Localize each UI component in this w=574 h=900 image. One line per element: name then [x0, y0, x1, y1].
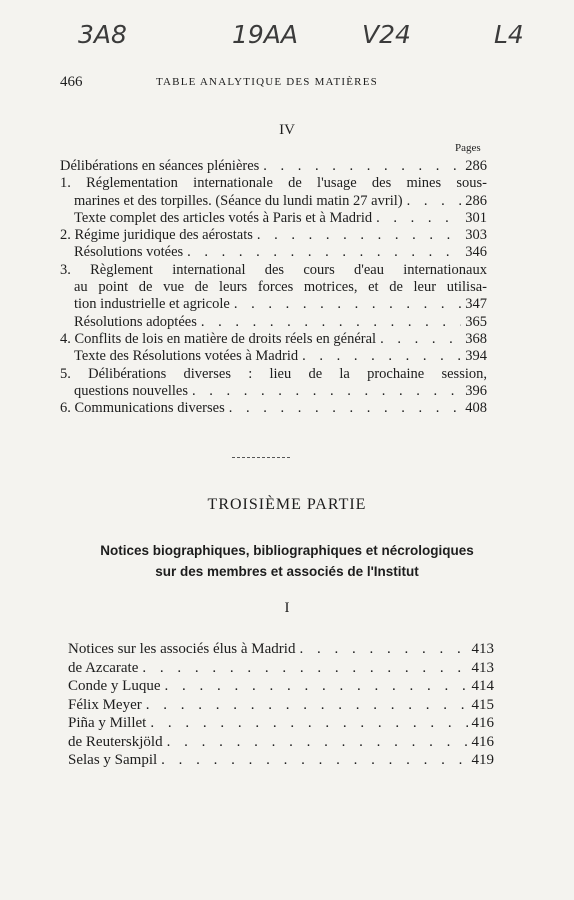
- section-heading-iv: IV: [279, 122, 295, 138]
- toc-entry-page: 416: [471, 715, 494, 731]
- toc-entry-text: 4. Conflits de lois en matière de droits réels en général: [60, 330, 377, 347]
- leader-dots: [163, 733, 468, 752]
- toc-line: 3. Règlement international des cours d'eau internationaux: [60, 261, 487, 278]
- toc-entry-text: tion industrielle et agricole: [74, 296, 230, 313]
- part-title: TROISIÈME PARTIE: [207, 496, 367, 513]
- leader-dots: [160, 677, 467, 696]
- toc-entry-text: Notices sur les associés élus à Madrid: [68, 641, 296, 657]
- handwritten-note-2: 19AA: [232, 20, 299, 49]
- toc-entry-text: Texte complet des articles votés à Paris et à Madrid: [74, 209, 373, 226]
- toc-line: [60, 210, 487, 227]
- notices-heading-line: sur des membres et associés de l'Institut: [155, 564, 419, 579]
- notices-heading: [60, 540, 514, 582]
- toc-entry-page: 413: [471, 659, 494, 676]
- toc-entry-page: 415: [471, 696, 494, 713]
- pages-column-label: Pages: [455, 142, 481, 154]
- toc-entry-text: Conde y Luque: [68, 678, 161, 694]
- toc-entry-page: 408: [465, 400, 487, 417]
- toc-entry-text: questions nouvelles: [74, 382, 188, 399]
- toc-line: [60, 383, 487, 400]
- leader-dots: [188, 383, 461, 400]
- section-heading-i: I: [284, 600, 290, 616]
- toc-line: [68, 677, 494, 696]
- toc-entry-text: Félix Meyer: [68, 696, 142, 713]
- toc-line: au point de vue de leurs forces motrices, et de leur utilisa-: [74, 279, 487, 296]
- toc-line: [60, 158, 487, 175]
- toc-section-iv: [60, 158, 487, 417]
- leader-dots: [157, 751, 467, 770]
- toc-entry-page: 394: [465, 348, 487, 365]
- toc-entry-text: marines et des torpilles. (Séance du lundi matin 27 avril): [74, 192, 403, 209]
- toc-line: [68, 696, 494, 715]
- toc-entry-page: 414: [471, 678, 494, 694]
- running-title: TABLE ANALYTIQUE DES MATIÈRES: [156, 76, 378, 88]
- toc-entry-text: de Azcarate: [68, 659, 139, 676]
- leader-dots: [225, 400, 462, 417]
- toc-line: [60, 227, 487, 244]
- leader-dots: [298, 348, 461, 365]
- toc-entry-text: Piña y Millet: [68, 715, 147, 731]
- toc-line: [68, 714, 494, 733]
- toc-line: 5. Délibérations diverses : lieu de la prochaine session,: [60, 365, 487, 382]
- leader-dots: [138, 659, 467, 678]
- leader-dots: [403, 193, 462, 210]
- toc-entry-text: Résolutions votées: [74, 244, 184, 261]
- toc-line: [68, 733, 494, 752]
- page-number: 466: [60, 74, 83, 90]
- handwritten-note-3: V24: [362, 20, 411, 49]
- leader-dots: [230, 296, 461, 313]
- toc-entry-text: Texte des Résolutions votées à Madrid: [74, 348, 299, 365]
- handwritten-note-4: L4: [494, 20, 524, 49]
- toc-entry-page: 396: [465, 382, 487, 399]
- leader-dots: [146, 714, 467, 733]
- toc-entry-text: Selas y Sampil: [68, 752, 158, 768]
- toc-entry-page: 286: [465, 158, 487, 174]
- leader-dots: [197, 314, 461, 331]
- leader-dots: [259, 158, 461, 175]
- toc-line: [60, 331, 487, 348]
- leader-dots: [295, 640, 467, 659]
- toc-line: [60, 400, 487, 417]
- leader-dots: [376, 331, 461, 348]
- toc-entry-page: 416: [471, 733, 494, 750]
- toc-line: [60, 314, 487, 331]
- toc-line: [68, 640, 494, 659]
- toc-line: [68, 659, 494, 678]
- leader-dots: [372, 210, 461, 227]
- toc-entry-page: 346: [465, 244, 487, 261]
- toc-line: 1. Réglementation internationale de l'usage des mines sous-: [60, 175, 487, 192]
- leader-dots: [183, 244, 461, 261]
- toc-entry-page: 413: [471, 641, 494, 657]
- toc-entry-page: 419: [471, 752, 494, 768]
- toc-entry-text: 6. Communications diverses: [60, 400, 225, 417]
- toc-line: [60, 348, 487, 365]
- notices-heading-line: Notices biographiques, bibliographiques et nécrologiques: [100, 543, 474, 558]
- toc-line: [60, 296, 487, 313]
- toc-entry-text: de Reuterskjöld: [68, 733, 163, 750]
- toc-entry-page: 286: [465, 192, 487, 209]
- toc-entry-page: 365: [465, 313, 487, 330]
- leader-dots: [142, 696, 468, 715]
- toc-entry-text: 2. Régime juridique des aérostats: [60, 227, 253, 244]
- leader-dots: [253, 227, 461, 244]
- toc-entry-text: Délibérations en séances plénières: [60, 158, 260, 174]
- toc-line: [60, 244, 487, 261]
- toc-line: [60, 193, 487, 210]
- toc-line: [68, 751, 494, 770]
- toc-entry-page: 301: [465, 209, 487, 226]
- section-separator: [232, 457, 290, 458]
- toc-entry-page: 303: [465, 227, 487, 244]
- handwritten-note-1: 3A8: [78, 20, 127, 49]
- toc-section-i: [68, 640, 494, 770]
- toc-entry-page: 368: [465, 330, 487, 347]
- toc-entry-text: Résolutions adoptées: [74, 313, 197, 330]
- toc-entry-page: 347: [465, 296, 487, 313]
